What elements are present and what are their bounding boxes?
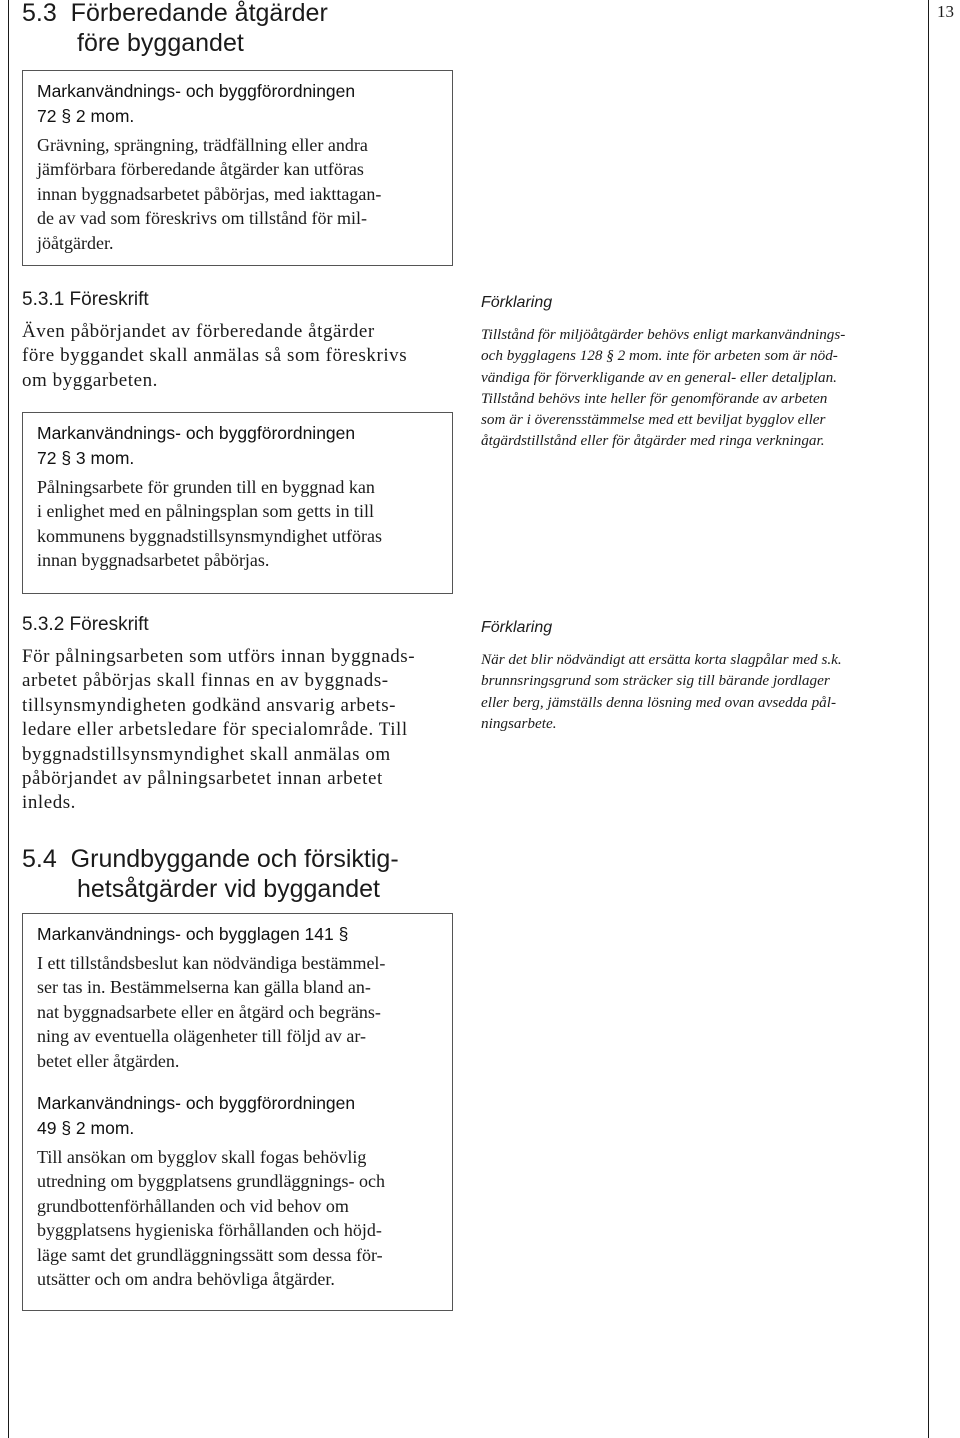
text-line: innan byggnadsarbetet påbörjas, med iakttagan- [37,183,382,204]
explanation-text [481,649,842,734]
law-quote-box [22,412,453,594]
law-title-line: 72 § 2 mom. [37,106,135,126]
text-line: utsätter och om andra behövliga åtgärder. [37,1269,335,1290]
law-title-line: Markanvändnings- och bygglagen 141 § [37,924,349,944]
section-title-line1: Grundbyggande och försiktig- [70,845,399,873]
law-reference-title [37,922,440,947]
section-5-3-heading [22,0,328,58]
text-line: byggplatsens hygieniska förhållanden och höjd- [37,1220,382,1241]
section-5-4-heading [22,844,399,904]
text-line: arbetet påbörjas skall finnas en av byggnads- [22,670,389,692]
page-number: 13 [937,2,954,21]
explanation-text [481,324,845,452]
text-line: ning av eventuella olägenheter till följd av ar- [37,1026,367,1047]
law-quote-box [22,913,453,1311]
section-number: 5.4 [22,845,57,873]
text-line: vändiga för förverkligande av en general- eller detaljplan. [481,368,837,386]
regulation-text [22,645,415,816]
text-line: kommunens byggnadstillsynsmyndighet utföras [37,525,382,546]
text-line: nat byggnadsarbete eller en åtgärd och begräns- [37,1001,381,1022]
right-margin-rule [928,0,929,1438]
text-line: ser tas in. Bestämmelserna kan gälla bland an- [37,977,371,998]
section-title-line2: hetsåtgärder vid byggandet [77,875,380,903]
law-text [37,133,440,255]
text-line: grundbottenförhållanden och vid behov om [37,1195,349,1216]
text-line: påbörjandet av pålningsarbetet innan arbetet [22,768,383,790]
law-title-line: Markanvändnings- och byggförordningen [37,423,356,443]
text-line: byggnadstillsynsmyndighet skall anmälas om [22,743,391,765]
text-line: För pålningsarbeten som utförs innan byggnads- [22,646,416,667]
law-title-line: Markanvändnings- och byggförordningen [37,81,356,101]
law-reference-title [37,1091,440,1141]
text-line: inleds. [22,792,76,814]
subsection-5-3-2-heading: 5.3.2 Föreskrift [22,614,149,635]
text-line: om byggarbeten. [22,369,158,391]
text-line: i enlighet med en pålningsplan som getts in till [37,501,374,522]
text-line: Tillstånd för miljöåtgärder behövs enligt markanvändnings- [481,326,846,343]
text-line: de av vad som föreskrivs om tillstånd för mil- [37,208,367,229]
text-line: I ett tillståndsbeslut kan nödvändiga bestämmel- [37,953,386,973]
text-line: före byggandet skall anmälas så som föreskrivs [22,345,408,367]
text-line: Även påbörjandet av förberedande åtgärder [22,321,375,342]
text-line: ledare eller arbetsledare för specialområde. Till [22,719,408,741]
text-line: Tillstånd behövs inte heller för genomförande av arbeten [481,389,828,407]
text-line: betet eller åtgärden. [37,1050,180,1071]
text-line: läge samt det grundläggningssätt som dessa för- [37,1244,383,1265]
section-number: 5.3 [22,0,57,27]
left-margin-rule [8,0,9,1438]
text-line: Pålningsarbete för grunden till en byggnad kan [37,477,375,497]
law-title-line: 49 § 2 mom. [37,1118,135,1139]
text-line: Grävning, sprängning, trädfällning eller andra [37,135,368,155]
text-line: som är i överensstämmelse med ett beviljat bygglov eller [481,411,826,429]
text-line: ningsarbete. [481,714,557,732]
law-text [37,475,440,573]
law-title-line: Markanvändnings- och byggförordningen [37,1093,356,1114]
text-line: eller berg, jämställs denna lösning med ovan avsedda pål- [481,693,837,711]
explanation-heading: Förklaring [481,294,553,311]
text-line: utredning om byggplatsens grundläggnings- och [37,1171,385,1192]
law-text [37,951,440,1073]
explanation-heading: Förklaring [481,619,553,636]
text-line: åtgärdstillstånd eller för åtgärder med ringa verkningar. [481,432,825,450]
text-line: jöåtgärder. [37,232,114,253]
law-reference-title [37,421,440,471]
subsection-5-3-1-heading: 5.3.1 Föreskrift [22,289,149,310]
text-line: och bygglagens 128 § 2 mom. inte för arbeten som är nöd- [481,347,838,365]
text-line: Till ansökan om bygglov skall fogas behövlig [37,1147,367,1168]
text-line: jämförbara förberedande åtgärder kan utföras [37,159,364,180]
text-line: tillsynsmyndigheten godkänd ansvarig arbets- [22,694,397,716]
text-line: innan byggnadsarbetet påbörjas. [37,550,270,571]
section-title-line2: före byggandet [77,29,244,57]
text-line: När det blir nödvändigt att ersätta korta slagpålar med s.k. [481,651,842,668]
regulation-text [22,320,407,393]
law-title-line: 72 § 3 mom. [37,448,135,468]
law-reference-title [37,79,440,129]
section-title-line1: Förberedande åtgärder [70,0,328,27]
text-line: brunnsringsgrund som sträcker sig till bärande jordlager [481,672,830,690]
law-text [37,1145,440,1291]
law-quote-box [22,70,453,266]
